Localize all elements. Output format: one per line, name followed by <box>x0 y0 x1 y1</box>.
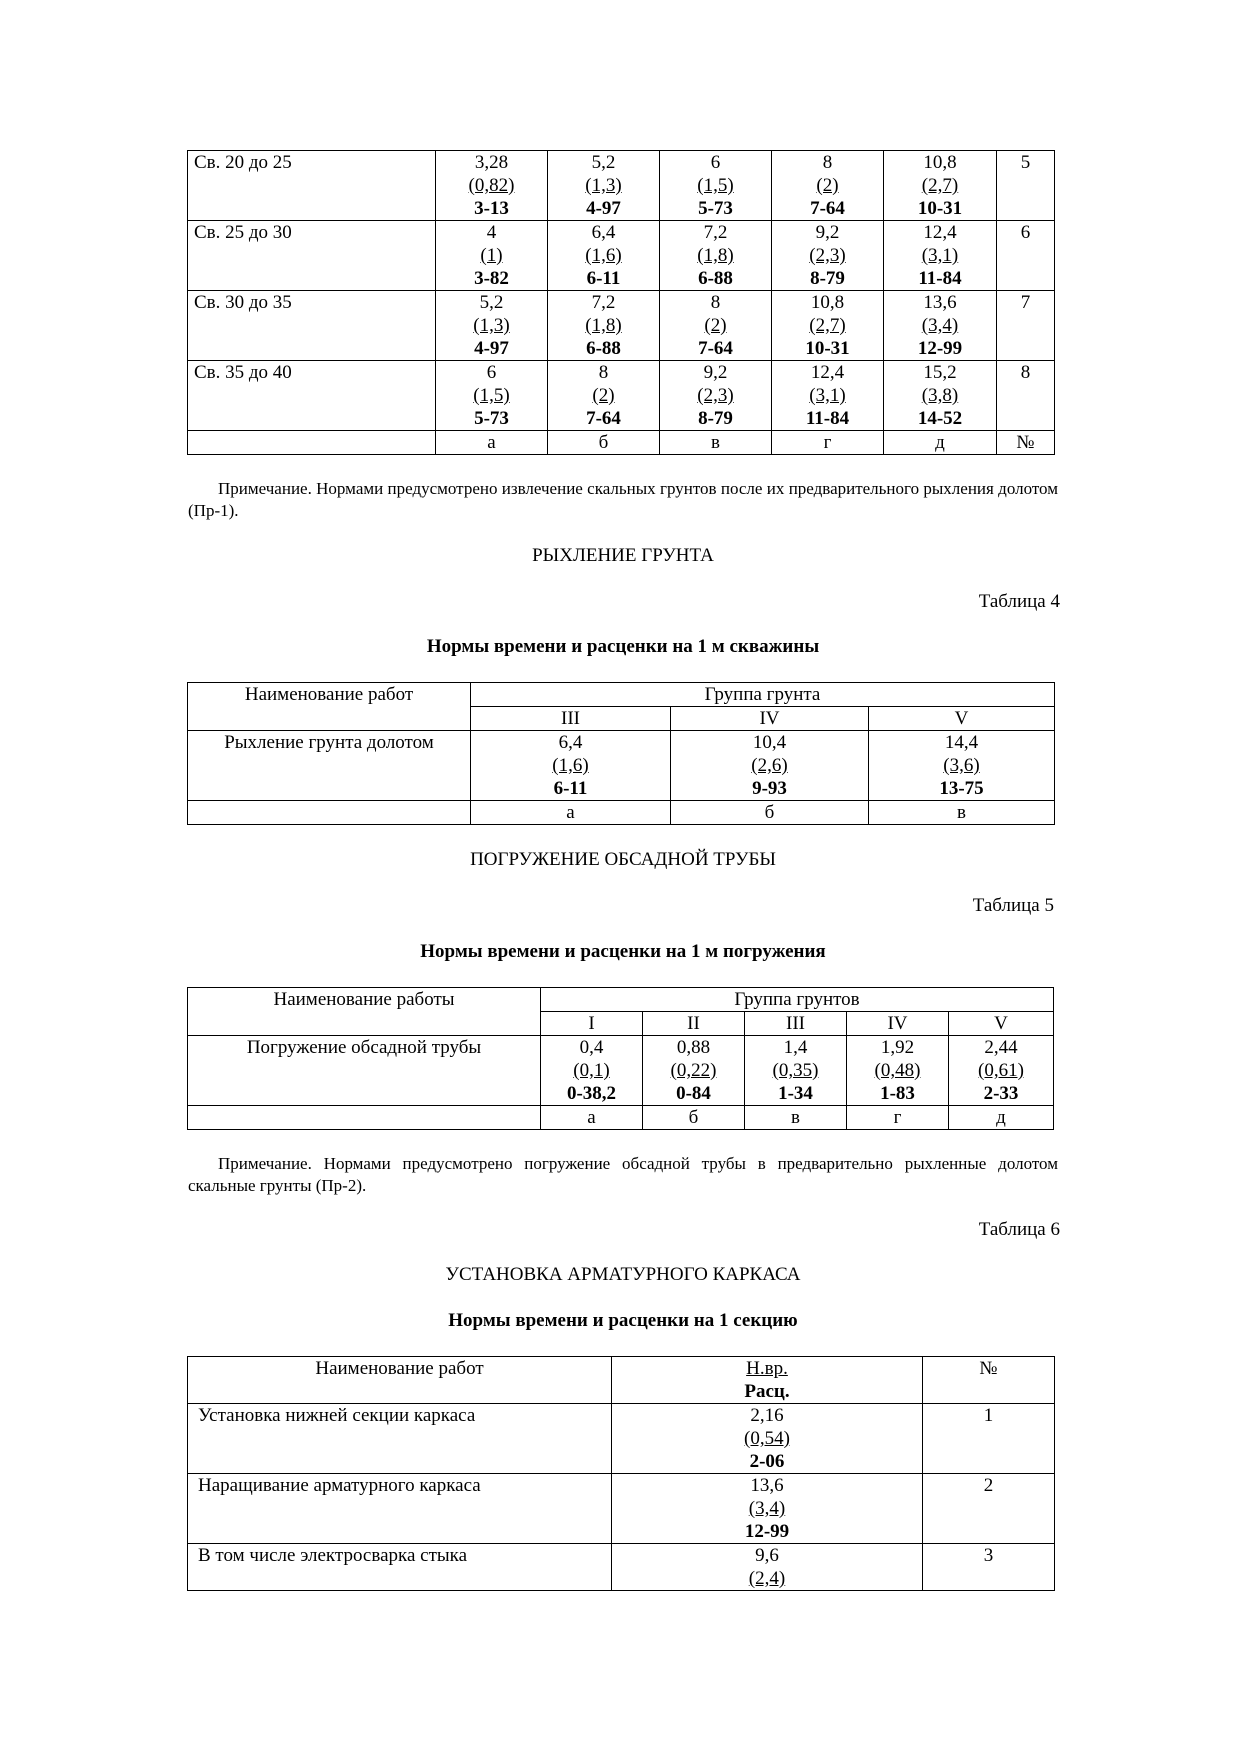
rate-value: 14-52 <box>917 408 963 429</box>
wage-value: (2) <box>592 385 615 406</box>
wage-value: (2) <box>704 315 727 336</box>
wage-value: (1) <box>480 245 503 266</box>
table-4-footer-empty <box>188 801 471 825</box>
norm-value: 1,92 <box>880 1037 915 1058</box>
wage-value: (3,8) <box>921 385 959 406</box>
table-4-head-name: Наименование работ <box>188 683 471 731</box>
rate-value: 7-64 <box>810 198 845 219</box>
norm-value: 13,6 <box>923 292 957 313</box>
table-6-number: Таблица 6 <box>978 1219 1060 1240</box>
wage-value: (2,4) <box>748 1568 786 1589</box>
rate-value: 0-84 <box>676 1083 711 1104</box>
rate-value: 7-64 <box>698 338 733 359</box>
wage-value: (3,6) <box>943 755 980 776</box>
table-4-cell <box>671 731 869 801</box>
footer-cell: а <box>436 431 548 455</box>
row-number: 6 <box>997 221 1055 291</box>
wage-value: (0,48) <box>874 1060 921 1081</box>
table-4 <box>187 682 1055 825</box>
wage-value: (0,82) <box>468 175 515 196</box>
wage-value: (1,8) <box>585 315 622 336</box>
table-footer-row <box>188 431 1055 455</box>
row-number: 1 <box>923 1404 1055 1474</box>
wage-value: (1,5) <box>697 175 734 196</box>
norm-value: 7,2 <box>703 222 728 243</box>
table-cell <box>436 361 548 431</box>
row-label: Наращивание арматурного каркаса <box>188 1474 612 1544</box>
rate-value: 9-93 <box>752 778 787 799</box>
row-label: Св. 30 до 35 <box>188 291 436 361</box>
wage-value: (3,4) <box>921 315 959 336</box>
table-5-footer: в <box>745 1106 847 1130</box>
wage-value: (3,1) <box>809 385 846 406</box>
norm-value: 6,4 <box>558 732 583 753</box>
note-1: Примечание. Нормами предусмотрено извлечение скальных грунтов после их предварительного рыхления долотом (Пр-1). <box>188 479 1058 520</box>
norm-value: 7,2 <box>591 292 616 313</box>
wage-value: (2,6) <box>751 755 788 776</box>
wage-value: (2,3) <box>809 245 846 266</box>
table-3 <box>187 150 1055 455</box>
table-cell <box>884 151 997 221</box>
norm-value: 2,16 <box>750 1405 784 1426</box>
norm-value: 8 <box>822 152 833 173</box>
rate-value: 10-31 <box>917 198 963 219</box>
rate-value: 8-79 <box>810 268 845 289</box>
table-5-cell <box>745 1036 847 1106</box>
table-cell <box>660 221 772 291</box>
table-4-head-group: Группа грунта <box>471 683 1055 707</box>
rate-value: 12-99 <box>917 338 963 359</box>
table-6-title: Нормы времени и расценки на 1 секцию <box>448 1310 798 1331</box>
section-6-heading: УСТАНОВКА АРМАТУРНОГО КАРКАСА <box>445 1264 801 1285</box>
rate-value: 12-99 <box>744 1521 790 1542</box>
table-4-footer: в <box>869 801 1055 825</box>
table-5-group: IV <box>847 1012 949 1036</box>
rate-value: 2-33 <box>983 1083 1019 1104</box>
rate-value: 10-31 <box>805 338 850 359</box>
table-4-cell <box>471 731 671 801</box>
row-number: 2 <box>923 1474 1055 1544</box>
row-label: Св. 25 до 30 <box>188 221 436 291</box>
wage-value: (1,3) <box>473 315 510 336</box>
table-cell <box>436 291 548 361</box>
norm-value: 6 <box>710 152 721 173</box>
table-cell <box>884 221 997 291</box>
row-number: 3 <box>923 1544 1055 1591</box>
row-label: Св. 20 до 25 <box>188 151 436 221</box>
rate-value: 0-38,2 <box>566 1083 617 1104</box>
norm-value: 13,6 <box>750 1475 784 1496</box>
norm-value: 8 <box>710 292 721 313</box>
wage-value: (0,35) <box>772 1060 819 1081</box>
norm-value: 6,4 <box>591 222 616 243</box>
table-5-cell <box>847 1036 949 1106</box>
rate-value: 11-84 <box>918 268 962 289</box>
table-4-group: V <box>869 707 1055 731</box>
row-label: Св. 35 до 40 <box>188 361 436 431</box>
norm-label: Н.вр. <box>746 1358 788 1379</box>
wage-value: (0,1) <box>573 1060 610 1081</box>
table-5-cell <box>949 1036 1054 1106</box>
norm-value: 4 <box>486 222 497 243</box>
footer-cell: б <box>548 431 660 455</box>
table-cell <box>436 151 548 221</box>
table-5-footer-empty <box>188 1106 541 1130</box>
table-6-cell <box>612 1404 923 1474</box>
rate-value: 5-73 <box>698 198 733 219</box>
rate-value: 4-97 <box>474 338 509 359</box>
rate-value: 3-13 <box>474 198 509 219</box>
wage-value: (1,5) <box>473 385 510 406</box>
wage-value: (1,3) <box>585 175 622 196</box>
norm-value: 10,4 <box>752 732 787 753</box>
table-4-title: Нормы времени и расценки на 1 м скважины <box>426 636 820 657</box>
row-number: 8 <box>997 361 1055 431</box>
wage-value: (0,61) <box>978 1060 1024 1081</box>
norm-value: 10,8 <box>810 292 845 313</box>
table-6 <box>187 1356 1055 1591</box>
table-cell <box>772 221 884 291</box>
norm-value: 14,4 <box>944 732 979 753</box>
wage-value: (3,1) <box>921 245 959 266</box>
table-cell <box>660 361 772 431</box>
table-6-head-no: № <box>923 1357 1055 1404</box>
rate-value: 2-06 <box>749 1451 785 1472</box>
norm-value: 2,44 <box>984 1037 1018 1058</box>
note-2: Примечание. Нормами предусмотрено погружение обсадной трубы в предварительно рыхленные долотом скальные грунты (Пр-2). <box>188 1154 1058 1195</box>
table-cell <box>548 151 660 221</box>
section-4-heading: РЫХЛЕНИЕ ГРУНТА <box>532 545 714 566</box>
rate-value: 3-82 <box>474 268 509 289</box>
norm-value: 9,2 <box>815 222 840 243</box>
table-cell <box>884 291 997 361</box>
table-cell <box>548 221 660 291</box>
table-4-cell <box>869 731 1055 801</box>
wage-value: (3,4) <box>748 1498 786 1519</box>
table-5-group: III <box>745 1012 847 1036</box>
norm-value: 10,8 <box>923 152 957 173</box>
norm-value: 0,88 <box>676 1037 711 1058</box>
table-5-footer: г <box>847 1106 949 1130</box>
table-5-cell <box>643 1036 745 1106</box>
wage-value: (2,7) <box>921 175 959 196</box>
table-6-head-norm <box>612 1357 923 1404</box>
norm-value: 1,4 <box>783 1037 808 1058</box>
rate-value: 6-88 <box>586 338 621 359</box>
table-4-group: III <box>471 707 671 731</box>
table-5-footer: д <box>949 1106 1054 1130</box>
wage-value: (0,22) <box>670 1060 717 1081</box>
norm-value: 5,2 <box>591 152 616 173</box>
table-row <box>188 291 1055 361</box>
wage-value: (2,3) <box>697 385 734 406</box>
norm-value: 15,2 <box>923 362 957 383</box>
table-5-group: V <box>949 1012 1054 1036</box>
norm-value: 3,28 <box>474 152 509 173</box>
table-5-title: Нормы времени и расценки на 1 м погружения <box>420 941 826 962</box>
norm-value: 9,2 <box>703 362 728 383</box>
table-cell <box>660 291 772 361</box>
table-cell <box>772 291 884 361</box>
norm-value: 12,4 <box>923 222 957 243</box>
table-5-footer: а <box>541 1106 643 1130</box>
row-label: Установка нижней секции каркаса <box>188 1404 612 1474</box>
rate-value: 1-83 <box>880 1083 915 1104</box>
table-5-footer: б <box>643 1106 745 1130</box>
norm-value: 6 <box>486 362 497 383</box>
table-row <box>188 1404 1055 1474</box>
rate-value: 4-97 <box>586 198 621 219</box>
footer-empty <box>188 431 436 455</box>
table-row <box>188 1474 1055 1544</box>
table-cell <box>884 361 997 431</box>
table-cell <box>772 151 884 221</box>
table-6-cell <box>612 1474 923 1544</box>
rate-value: 6-11 <box>586 268 621 289</box>
row-label: В том числе электросварка стыка <box>188 1544 612 1591</box>
wage-value: (1,6) <box>552 755 589 776</box>
table-5-cell <box>541 1036 643 1106</box>
table-row <box>188 1544 1055 1591</box>
rate-value: 1-34 <box>778 1083 813 1104</box>
footer-cell: в <box>660 431 772 455</box>
table-5 <box>187 987 1054 1130</box>
rate-value: 5-73 <box>474 408 509 429</box>
wage-value: (1,6) <box>585 245 622 266</box>
rate-label: Расц. <box>744 1381 790 1402</box>
footer-cell: г <box>772 431 884 455</box>
norm-value: 8 <box>598 362 609 383</box>
table-6-cell <box>612 1544 923 1591</box>
table-6-head-name: Наименование работ <box>188 1357 612 1404</box>
wage-value: (0,54) <box>744 1428 790 1449</box>
rate-value: 8-79 <box>698 408 733 429</box>
footer-cell: № <box>997 431 1055 455</box>
table-cell <box>660 151 772 221</box>
wage-value: (2,7) <box>809 315 846 336</box>
table-row <box>188 151 1055 221</box>
rate-value: 6-88 <box>698 268 733 289</box>
norm-value: 5,2 <box>479 292 504 313</box>
table-4-group: IV <box>671 707 869 731</box>
table-row <box>188 221 1055 291</box>
table-5-group: I <box>541 1012 643 1036</box>
rate-value: 11-84 <box>805 408 850 429</box>
wage-value: (1,8) <box>697 245 734 266</box>
table-5-number: Таблица 5 <box>972 895 1054 916</box>
section-5-heading: ПОГРУЖЕНИЕ ОБСАДНОЙ ТРУБЫ <box>470 849 776 870</box>
table-4-footer: а <box>471 801 671 825</box>
table-cell <box>436 221 548 291</box>
table-4-footer: б <box>671 801 869 825</box>
table-4-row-label: Рыхление грунта долотом <box>188 731 471 801</box>
footer-cell: д <box>884 431 997 455</box>
row-number: 5 <box>997 151 1055 221</box>
table-cell <box>548 361 660 431</box>
norm-value: 9,6 <box>755 1545 779 1566</box>
table-5-group: II <box>643 1012 745 1036</box>
rate-value: 7-64 <box>586 408 621 429</box>
norm-value: 0,4 <box>579 1037 604 1058</box>
norm-value: 12,4 <box>810 362 845 383</box>
rate-value: 6-11 <box>553 778 588 799</box>
table-5-head-group: Группа грунтов <box>541 988 1054 1012</box>
rate-value: 13-75 <box>939 778 984 799</box>
table-cell <box>772 361 884 431</box>
table-4-number: Таблица 4 <box>978 591 1060 612</box>
table-5-row-label: Погружение обсадной трубы <box>188 1036 541 1106</box>
table-row <box>188 361 1055 431</box>
table-cell <box>548 291 660 361</box>
row-number: 7 <box>997 291 1055 361</box>
wage-value: (2) <box>816 175 839 196</box>
table-5-head-name: Наименование работы <box>188 988 541 1036</box>
